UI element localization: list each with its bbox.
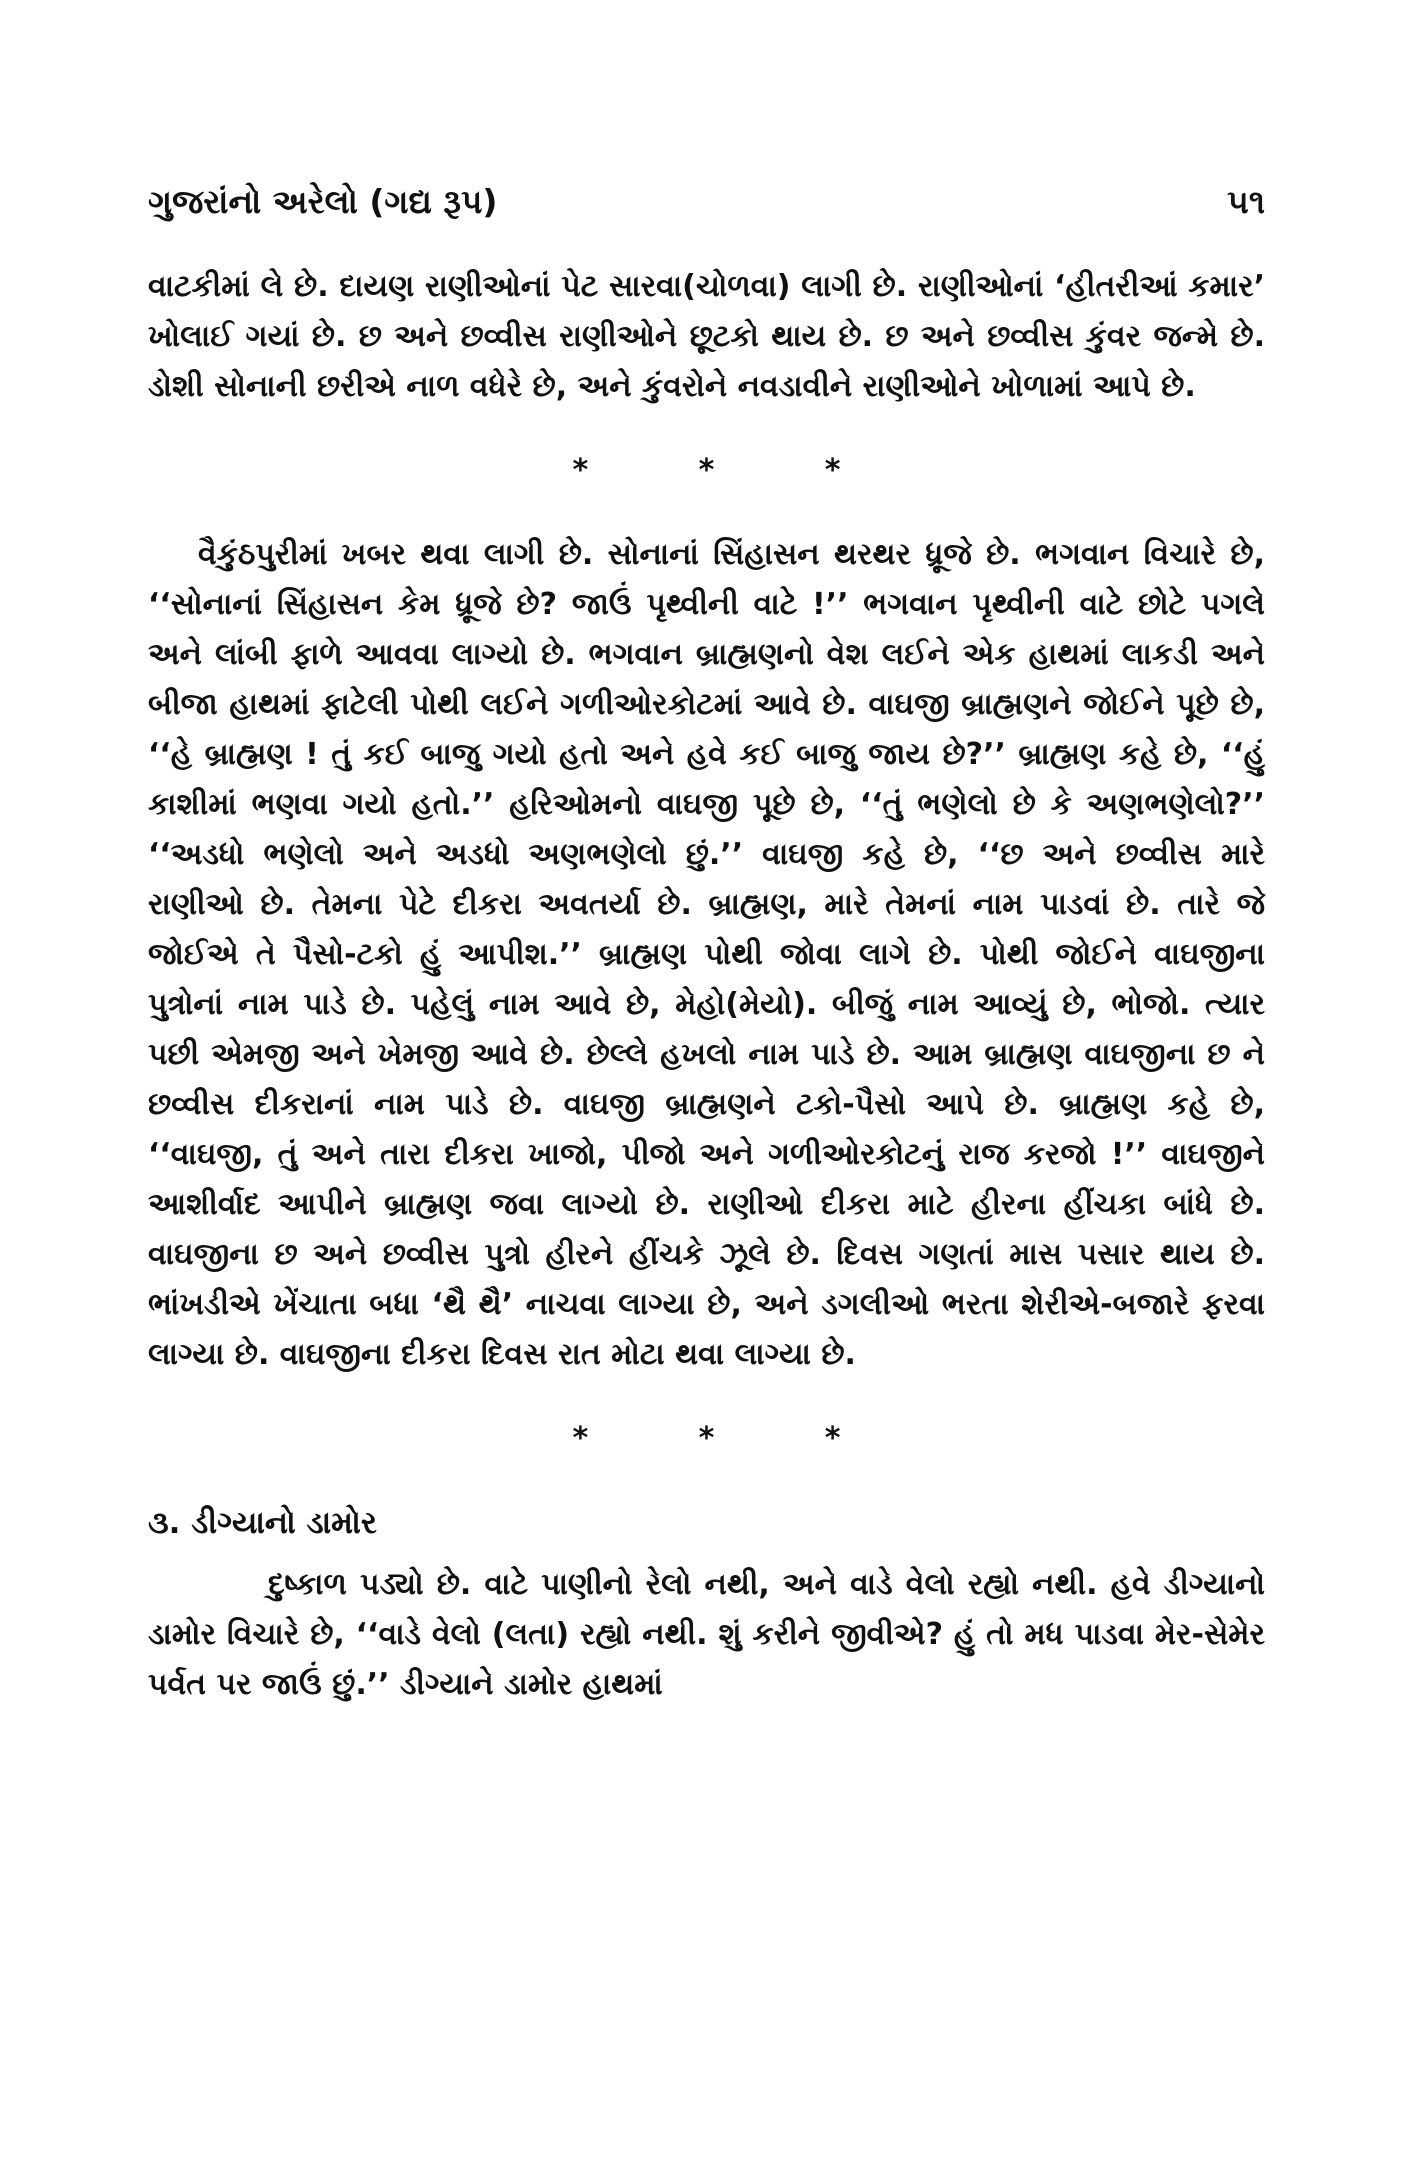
section-break-1: * * * <box>572 453 891 488</box>
page-number: ૫૧ <box>1227 182 1265 221</box>
chapter-title: ગુજરાંનો અરેલો (ગદ્ય રૂપ) <box>148 182 498 221</box>
page-body <box>148 262 1265 1710</box>
section-heading: ૩. ડીગ્યાનો ડામોર <box>148 1505 377 1541</box>
paragraph-1: વાટકીમાં લે છે. દાયણ રાણીઓનાં પેટ સારવા(ચોળવા) લાગી છે. રાણીઓનાં ‘હીતરીઆં કમાર’ ખોલાઈ ગયાં છે. છ અને છવ્વીસ રાણીઓને છૂટકો થાય છે. છ અને છવ્વીસ કુંવર જન્મે છે. ડોશી સોનાની છરીએ નાળ વધેરે છે, અને કુંવરોને નવડાવીને રાણીઓને ખોળામાં આપે છે. <box>148 269 1265 404</box>
paragraph-2: વૈકુંઠપુરીમાં ખબર થવા લાગી છે. સોનાનાં સિંહાસન થરથર ધ્રૂજે છે. ભગવાન વિચારે છે, ‘‘સોનાનાં સિંહાસન કેમ ધ્રૂજે છે? જાઉં પૃથ્વીની વાટે !’’ ભગવાન પૃથ્વીની વાટે છોટે પગલે અને લાંબી ફાળે આવવા લાગ્યો છે. ભગવાન બ્રાહ્મણનો વેશ લઈને એક હાથમાં લાકડી અને બીજા હાથમાં ફાટેલી પોથી લઈને ગળીઓરકોટમાં આવે છે. વાઘજી બ્રાહ્મણને જોઈને પૂછે છે, ‘‘હે બ્રાહ્મણ ! તું કઈ બાજુ ગયો હતો અને હવે કઈ બાજુ જાય છે?’’ બ્રાહ્મણ કહે છે, ‘‘હું કાશીમાં ભણવા ગયો હતો.’’ હરિઓમનો વાઘજી પૂછે છે, ‘‘તું ભણેલો છે કે અણભણેલો?’’ ‘‘અડધો ભણેલો અને અડધો અણભણેલો છું.’’ વાઘજી કહે છે, ‘‘છ અને છવ્વીસ મારે રાણીઓ છે. તેમના પેટે દીકરા અવતર્યા છે. બ્રાહ્મણ, મારે તેમનાં નામ પાડવાં છે. તારે જે જોઈએ તે પૈસો-ટકો હું આપીશ.’’ બ્રાહ્મણ પોથી જોવા લાગે છે. પોથી જોઈને વાઘજીના પુત્રોનાં નામ પાડે છે. પહેલું નામ આવે છે, મેહો(મેયો). બીજું નામ આવ્યું છે, ભોજો. ત્યાર પછી એમજી અને ખેમજી આવે છે. છેલ્લે હખલો નામ પાડે છે. આમ બ્રાહ્મણ વાઘજીના છ ને છવ્વીસ દીકરાનાં નામ પાડે છે. વાઘજી બ્રાહ્મણને ટકો-પૈસો આપે છે. બ્રાહ્મણ કહે છે, ‘‘વાઘજી, તું અને તારા દીકરા ખાજો, પીજો અને ગળીઓરકોટનું રાજ કરજો !’’ વાઘજીને આશીર્વાદ આપીને બ્રાહ્મણ જવા લાગ્યો છે. રાણીઓ દીકરા માટે હીરના હીંચકા બાંધે છે. વાઘજીના છ અને છવ્વીસ પુત્રો હીરને હીંચકે ઝૂલે છે. દિવસ ગણતાં માસ પસાર થાય છે. ભાંખડીએ ખેંચાતા બધા ‘થૈ થૈ’ નાચવા લાગ્યા છે, અને ડગલીઓ ભરતા શેરીએ-બજારે ફરવા લાગ્યા છે. વાઘજીના દીકરા દિવસ રાત મોટા થવા લાગ્યા છે. <box>148 537 1265 1372</box>
section-break-2: * * * <box>572 1421 891 1456</box>
paragraph-3: દુષ્કાળ પડ્યો છે. વાટે પાણીનો રેલો નથી, અને વાડે વેલો રહ્યો નથી. હવે ડીગ્યાનો ડામોર વિચારે છે, ‘‘વાડે વેલો (લતા) રહ્યો નથી. શું કરીને જીવીએ? હું તો મધ પાડવા મેર-સેમેર પર્વત પર જાઉં છું.’’ ડીગ્યાને ડામોર હાથમાં <box>148 1567 1265 1702</box>
running-header <box>148 182 1265 242</box>
